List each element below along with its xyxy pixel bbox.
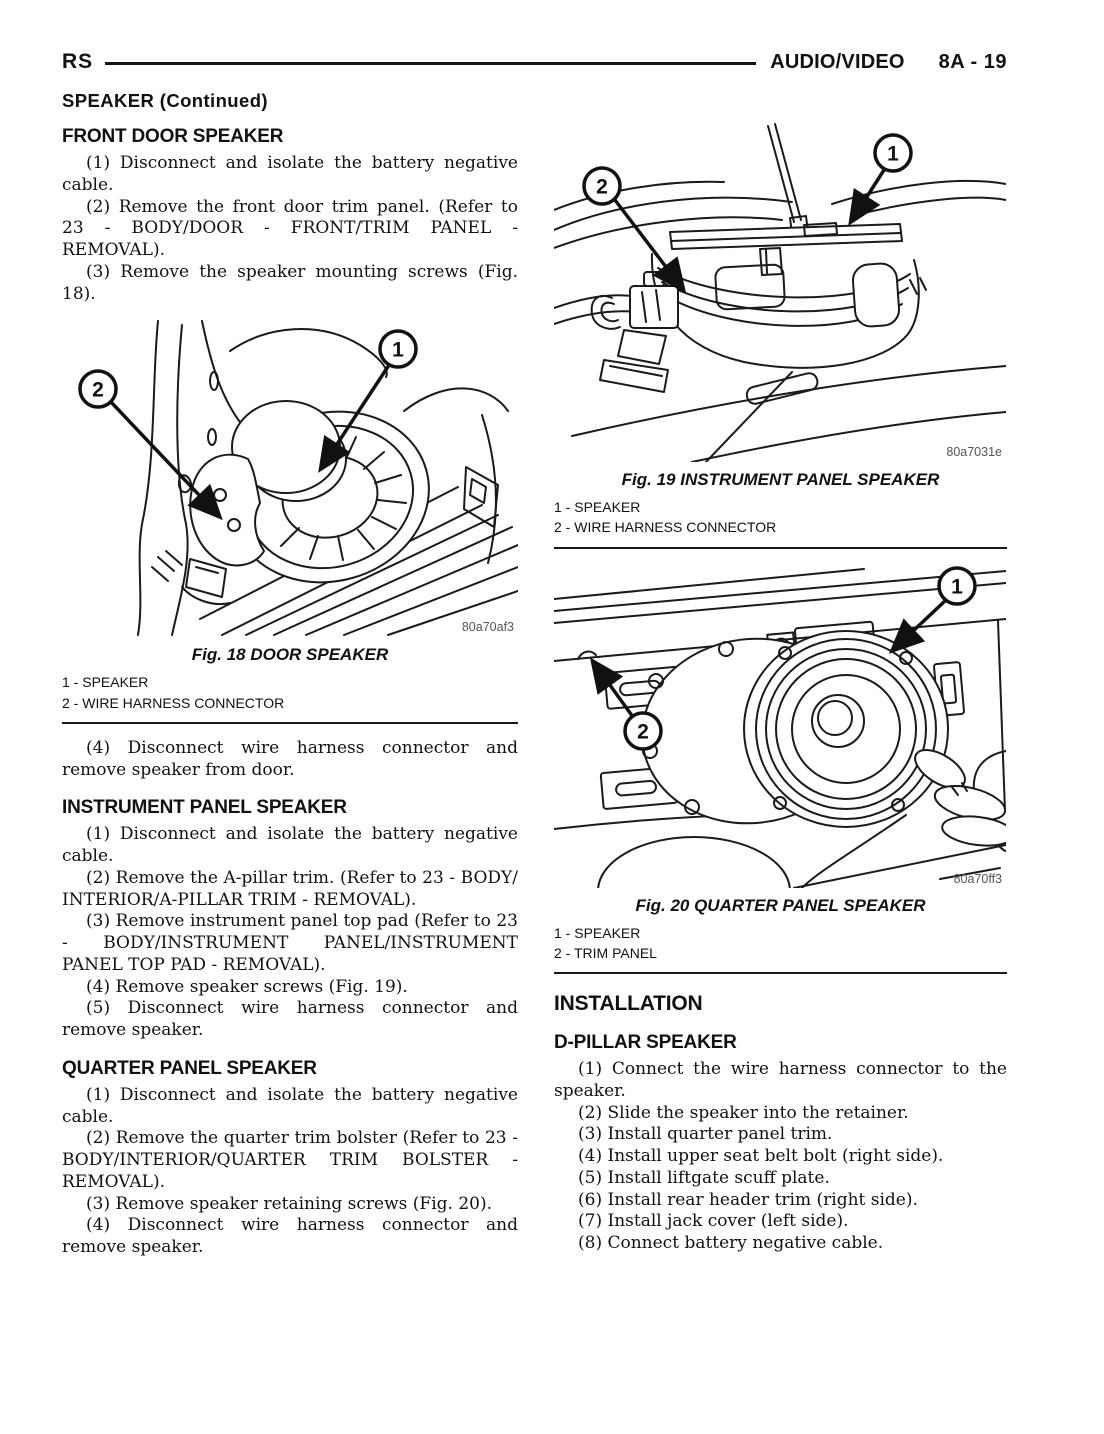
legend-item: 1 - SPEAKER	[554, 924, 641, 941]
procedure-step: (1) Disconnect and isolate the battery negative cable.	[62, 1084, 518, 1127]
procedure-step: (3) Remove the speaker mounting screws (Fig. 18).	[62, 261, 518, 304]
legend-divider	[62, 722, 518, 724]
page-title: SPEAKER (Continued)	[62, 90, 268, 111]
svg-text:2: 2	[637, 720, 649, 744]
procedure-step: (2) Slide the speaker into the retainer.	[578, 1102, 909, 1123]
right-column	[554, 122, 1007, 1259]
figure-18	[62, 319, 518, 724]
procedure-step: (2) Remove the front door trim panel. (Refer to 23 - BODY/DOOR - FRONT/TRIM PANEL - REMOVAL).	[62, 196, 518, 260]
procedure-step: (5) Disconnect wire harness connector and remove speaker.	[62, 998, 518, 1041]
procedure-step: (4) Disconnect wire harness connector and remove speaker.	[62, 1215, 518, 1258]
procedure-step: (5) Install liftgate scuff plate.	[578, 1167, 830, 1188]
figure-caption: Fig. 18 DOOR SPEAKER	[191, 645, 389, 665]
legend-item: 1 - SPEAKER	[62, 674, 149, 691]
figure-legend	[554, 497, 1007, 538]
fig19-callout-1	[852, 135, 911, 220]
page-header	[62, 50, 1007, 74]
procedure-step: (2) Remove the A-pillar trim. (Refer to 23 - BODY/ INTERIOR/A-PILLAR TRIM - REMOVAL).	[62, 867, 518, 910]
figure-caption: Fig. 20 QUARTER PANEL SPEAKER	[635, 895, 926, 915]
figure-legend	[554, 923, 1007, 964]
figure-legend	[62, 672, 518, 713]
figure-code: 80a70af3	[461, 620, 514, 635]
section-title: AUDIO/VIDEO	[770, 50, 905, 73]
model-code: RS	[62, 50, 94, 73]
procedure-step: (3) Remove instrument panel top pad (Refer to 23 - BODY/INSTRUMENT PANEL/INSTRUMENT PANEL TOP PAD - REMOVAL).	[62, 911, 518, 975]
svg-text:2: 2	[596, 175, 608, 199]
heading-d-pillar-speaker: D-PILLAR SPEAKER	[554, 1032, 737, 1054]
fig18-line-art	[138, 321, 518, 635]
legend-divider	[554, 547, 1007, 549]
page-number: 8A - 19	[938, 50, 1007, 73]
legend-divider	[554, 972, 1007, 974]
heading-instrument-panel-speaker: INSTRUMENT PANEL SPEAKER	[62, 797, 347, 819]
figure-20	[554, 563, 1007, 975]
procedure-step: (6) Install rear header trim (right side).	[578, 1189, 918, 1210]
figure-code: 80a70ff3	[953, 871, 1002, 886]
fig18-callout-2	[80, 371, 218, 515]
procedure-step: (4) Disconnect wire harness connector and remove speaker from door.	[62, 737, 518, 780]
svg-text:1: 1	[887, 142, 899, 166]
procedure-step: (2) Remove the quarter trim bolster (Refer to 23 - BODY/INTERIOR/QUARTER TRIM BOLSTER - REMOVAL).	[62, 1128, 518, 1192]
procedure-step: (3) Remove speaker retaining screws (Fig. 20).	[86, 1193, 493, 1214]
legend-item: 2 - WIRE HARNESS CONNECTOR	[554, 519, 777, 536]
left-column	[62, 122, 518, 1259]
procedure-step: (1) Disconnect and isolate the battery negative cable.	[62, 153, 518, 195]
svg-text:1: 1	[951, 575, 963, 599]
figure-code: 80a7031e	[946, 445, 1002, 459]
procedure-step: (8) Connect battery negative cable.	[578, 1233, 884, 1254]
heading-front-door-speaker: FRONT DOOR SPEAKER	[62, 126, 284, 147]
fig18-illustration	[62, 319, 518, 637]
two-column-layout	[62, 122, 1007, 1259]
fig20-illustration	[554, 563, 1006, 888]
procedure-step: (4) Install upper seat belt bolt (right side).	[578, 1146, 944, 1167]
procedure-step: (1) Disconnect and isolate the battery negative cable.	[62, 824, 518, 867]
procedure-step: (4) Remove speaker screws (Fig. 19).	[86, 976, 408, 997]
figure-caption: Fig. 19 INSTRUMENT PANEL SPEAKER	[621, 470, 940, 489]
procedure-step: (3) Install quarter panel trim.	[578, 1124, 833, 1145]
svg-text:1: 1	[392, 338, 404, 362]
legend-item: 2 - WIRE HARNESS CONNECTOR	[62, 694, 285, 711]
svg-text:2: 2	[92, 378, 104, 402]
fig20-line-art	[554, 569, 1006, 888]
fig19-callout-2	[584, 168, 682, 288]
fig19-illustration	[554, 122, 1006, 462]
legend-item: 2 - TRIM PANEL	[554, 944, 657, 961]
procedure-step: (1) Connect the wire harness connector to the speaker.	[554, 1059, 1007, 1101]
heading-quarter-panel-speaker: QUARTER PANEL SPEAKER	[62, 1057, 317, 1079]
heading-installation: INSTALLATION	[554, 992, 703, 1016]
legend-item: 1 - SPEAKER	[554, 499, 641, 515]
header-rule	[105, 62, 756, 65]
fig19-line-art	[554, 124, 1006, 462]
procedure-step: (7) Install jack cover (left side).	[578, 1211, 849, 1232]
figure-19	[554, 122, 1007, 549]
